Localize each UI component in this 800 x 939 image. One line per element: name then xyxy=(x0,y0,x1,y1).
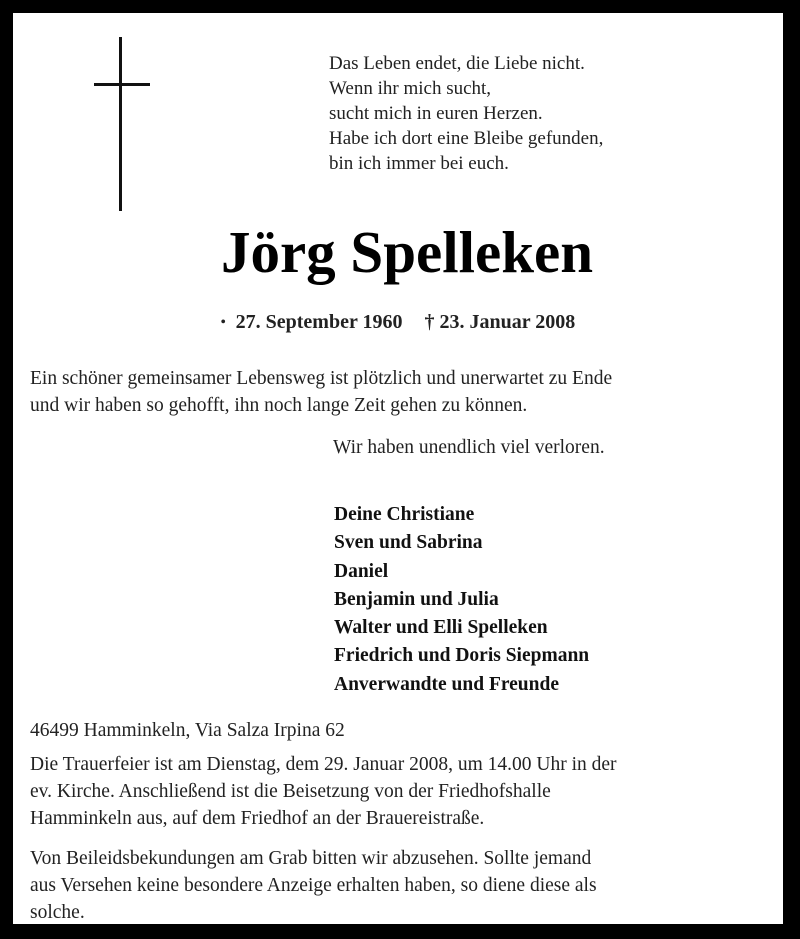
intro-text xyxy=(30,365,780,419)
ceremony-details xyxy=(30,751,617,832)
intro-line: Ein schöner gemeinsamer Lebensweg ist plötzlich und unerwartet zu Ende xyxy=(30,368,613,389)
mourner: Benjamin und Julia xyxy=(334,588,499,610)
birth-date: 27. September 1960 xyxy=(235,311,403,333)
poem-line: Wenn ihr mich sucht, xyxy=(329,78,492,99)
ceremony-line: ev. Kirche. Anschließend ist die Beisetzung von der Friedhofshalle xyxy=(30,781,551,802)
mourner: Walter und Elli Spelleken xyxy=(334,617,548,639)
mourner: Friedrich und Doris Siepmann xyxy=(334,645,590,667)
closing-line: aus Versehen keine besondere Anzeige erhalten haben, so diene diese als xyxy=(30,875,597,896)
intro-line: und wir haben so gehofft, ihn noch lange Zeit gehen zu können. xyxy=(30,395,528,416)
address: 46499 Hamminkeln, Via Salza Irpina 62 xyxy=(30,720,345,741)
poem-line: bin ich immer bei euch. xyxy=(329,153,509,174)
mourner: Deine Christiane xyxy=(334,504,475,525)
mourner: Sven und Sabrina xyxy=(334,532,483,554)
mourner: Anverwandte und Freunde xyxy=(334,673,560,695)
poem-line: sucht mich in euren Herzen. xyxy=(329,103,543,124)
closing-note xyxy=(30,845,597,926)
loss-statement: Wir haben unendlich viel verloren. xyxy=(333,437,605,458)
poem-line: Habe ich dort eine Bleibe gefunden, xyxy=(329,128,604,149)
life-dates xyxy=(13,311,783,334)
cross-vertical-bar xyxy=(119,37,122,211)
closing-line: solche. xyxy=(30,902,85,923)
mourner: Daniel xyxy=(334,560,389,582)
mourners-list xyxy=(334,501,589,699)
deceased-name: Jörg Spelleken xyxy=(220,219,594,285)
death-date: 23. Januar 2008 xyxy=(439,311,576,333)
poem-line: Das Leben endet, die Liebe nicht. xyxy=(329,53,585,74)
memorial-poem xyxy=(329,51,603,176)
ceremony-line: Hamminkeln aus, auf dem Friedhof an der Brauereistraße. xyxy=(30,808,485,829)
obituary-notice xyxy=(13,13,783,924)
death-cross-icon: † xyxy=(424,311,435,333)
ceremony-line: Die Trauerfeier ist am Dienstag, dem 29. Januar 2008, um 14.00 Uhr in der xyxy=(30,754,617,775)
cross-horizontal-bar xyxy=(94,83,150,86)
birth-icon: • xyxy=(220,315,226,331)
closing-line: Von Beileidsbekundungen am Grab bitten wir abzusehen. Sollte jemand xyxy=(30,848,592,869)
